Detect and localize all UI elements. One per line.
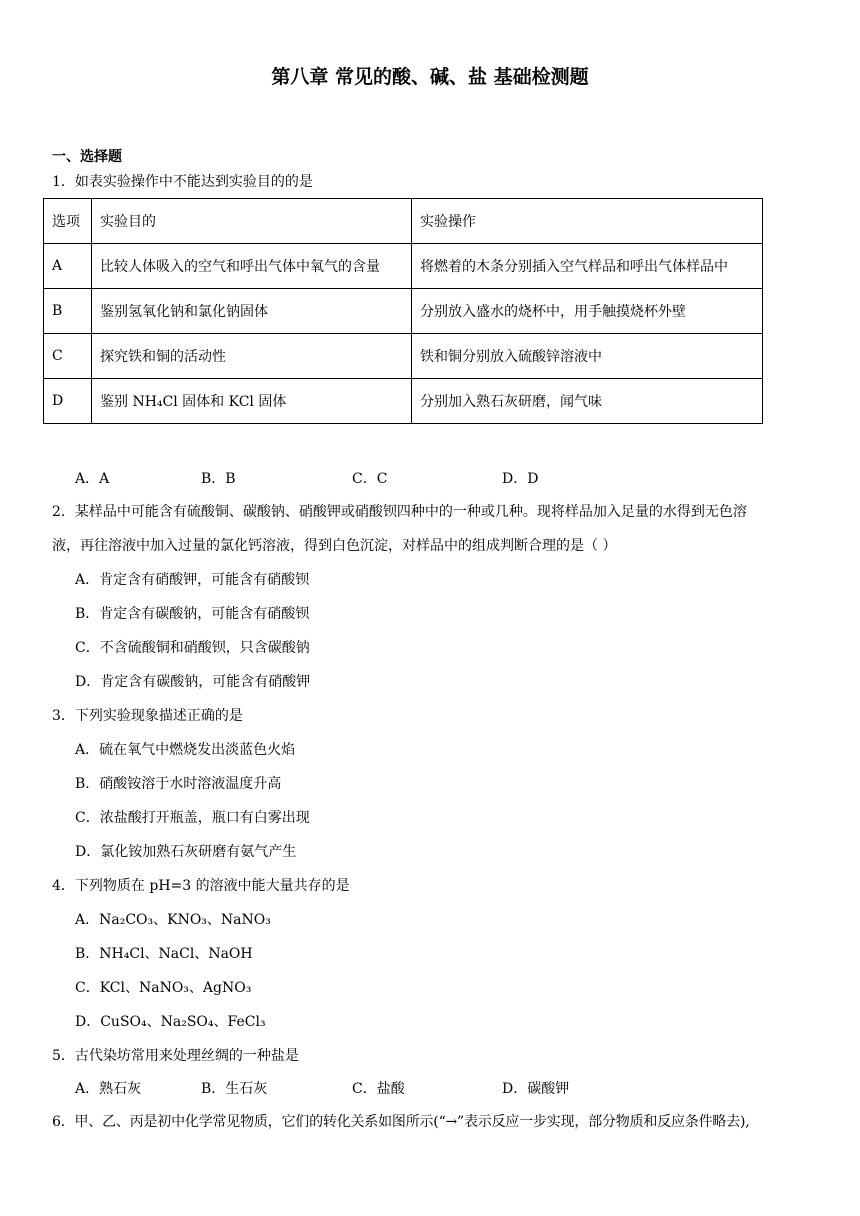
- option-c[interactable]: C．不含硫酸铜和硝酸钡，只含碳酸钠: [75, 640, 310, 656]
- option-a[interactable]: A．熟石灰: [75, 1081, 142, 1097]
- table-header-cell: 选项: [44, 199, 92, 244]
- question-5-stem: 5．古代染坊常用来处理丝绸的一种盐是: [52, 1048, 299, 1064]
- option-b[interactable]: B．NH₄Cl、NaCl、NaOH: [75, 946, 253, 962]
- table-row: [44, 244, 763, 289]
- option-c[interactable]: C．盐酸: [352, 1081, 405, 1097]
- option-d[interactable]: D．氯化铵加熟石灰研磨有氨气产生: [75, 844, 297, 860]
- table-cell: 探究铁和铜的活动性: [92, 334, 412, 379]
- option-c[interactable]: C．浓盐酸打开瓶盖，瓶口有白雾出现: [75, 810, 310, 826]
- option-d[interactable]: D．碳酸钾: [502, 1081, 570, 1097]
- table-cell: 将燃着的木条分别插入空气样品和呼出气体样品中: [412, 244, 763, 289]
- option-d[interactable]: D．肯定含有碳酸钠，可能含有硝酸钾: [75, 674, 311, 690]
- page-title: 第八章 常见的酸、碱、盐 基础检测题: [271, 66, 589, 88]
- table-cell: 分别放入盛水的烧杯中，用手触摸烧杯外壁: [412, 289, 763, 334]
- table-cell: 比较人体吸入的空气和呼出气体中氧气的含量: [92, 244, 412, 289]
- table-cell: 分别加入熟石灰研磨，闻气味: [412, 379, 763, 424]
- question-2-stem-line1: 2．某样品中可能含有硫酸铜、碳酸钠、硝酸钾或硝酸钡四种中的一种或几种。现将样品加入足量的水得到无色溶: [52, 504, 747, 520]
- option-c[interactable]: C．KCl、NaNO₃、AgNO₃: [75, 980, 252, 996]
- question-1-stem: 1．如表实验操作中不能达到实验目的的是: [52, 174, 313, 190]
- table-cell: 铁和铜分别放入硫酸锌溶液中: [412, 334, 763, 379]
- option-b[interactable]: B．硝酸铵溶于水时溶液温度升高: [75, 776, 282, 792]
- question-6-stem: 6．甲、乙、丙是初中化学常见物质，它们的转化关系如图所示(“→”表示反应一步实现，部分物质和反应条件略去),: [52, 1114, 750, 1130]
- option-d[interactable]: D．D: [502, 471, 539, 487]
- table-cell: D: [44, 379, 92, 424]
- question-2-stem-line2: 液，再往溶液中加入过量的氯化钙溶液，得到白色沉淀，对样品中的组成判断合理的是（ ）: [52, 538, 617, 554]
- option-a[interactable]: A．Na₂CO₃、KNO₃、NaNO₃: [75, 912, 271, 928]
- option-b[interactable]: B．生石灰: [201, 1081, 268, 1097]
- option-a[interactable]: A．肯定含有硝酸钾，可能含有硝酸钡: [75, 572, 310, 588]
- table-row: [44, 379, 763, 424]
- table-header-row: [44, 199, 763, 244]
- table-header-cell: 实验目的: [92, 199, 412, 244]
- table-header-cell: 实验操作: [412, 199, 763, 244]
- table-cell: 鉴别 NH₄Cl 固体和 KCl 固体: [92, 379, 412, 424]
- table-cell: B: [44, 289, 92, 334]
- option-a[interactable]: A．硫在氧气中燃烧发出淡蓝色火焰: [75, 742, 296, 758]
- question-1-table: [43, 198, 763, 424]
- option-c[interactable]: C．C: [352, 471, 388, 487]
- option-b[interactable]: B．肯定含有碳酸钠，可能含有硝酸钡: [75, 606, 310, 622]
- table-row: [44, 334, 763, 379]
- option-b[interactable]: B．B: [201, 471, 236, 487]
- table-row: [44, 289, 763, 334]
- question-4-stem: 4．下列物质在 pH=3 的溶液中能大量共存的是: [52, 878, 350, 894]
- option-d[interactable]: D．CuSO₄、Na₂SO₄、FeCl₃: [75, 1014, 266, 1030]
- question-3-stem: 3．下列实验现象描述正确的是: [52, 708, 243, 724]
- section-heading: 一、选择题: [52, 149, 122, 165]
- option-a[interactable]: A．A: [75, 471, 110, 487]
- table-cell: C: [44, 334, 92, 379]
- table-cell: 鉴别氢氧化钠和氯化钠固体: [92, 289, 412, 334]
- table-cell: A: [44, 244, 92, 289]
